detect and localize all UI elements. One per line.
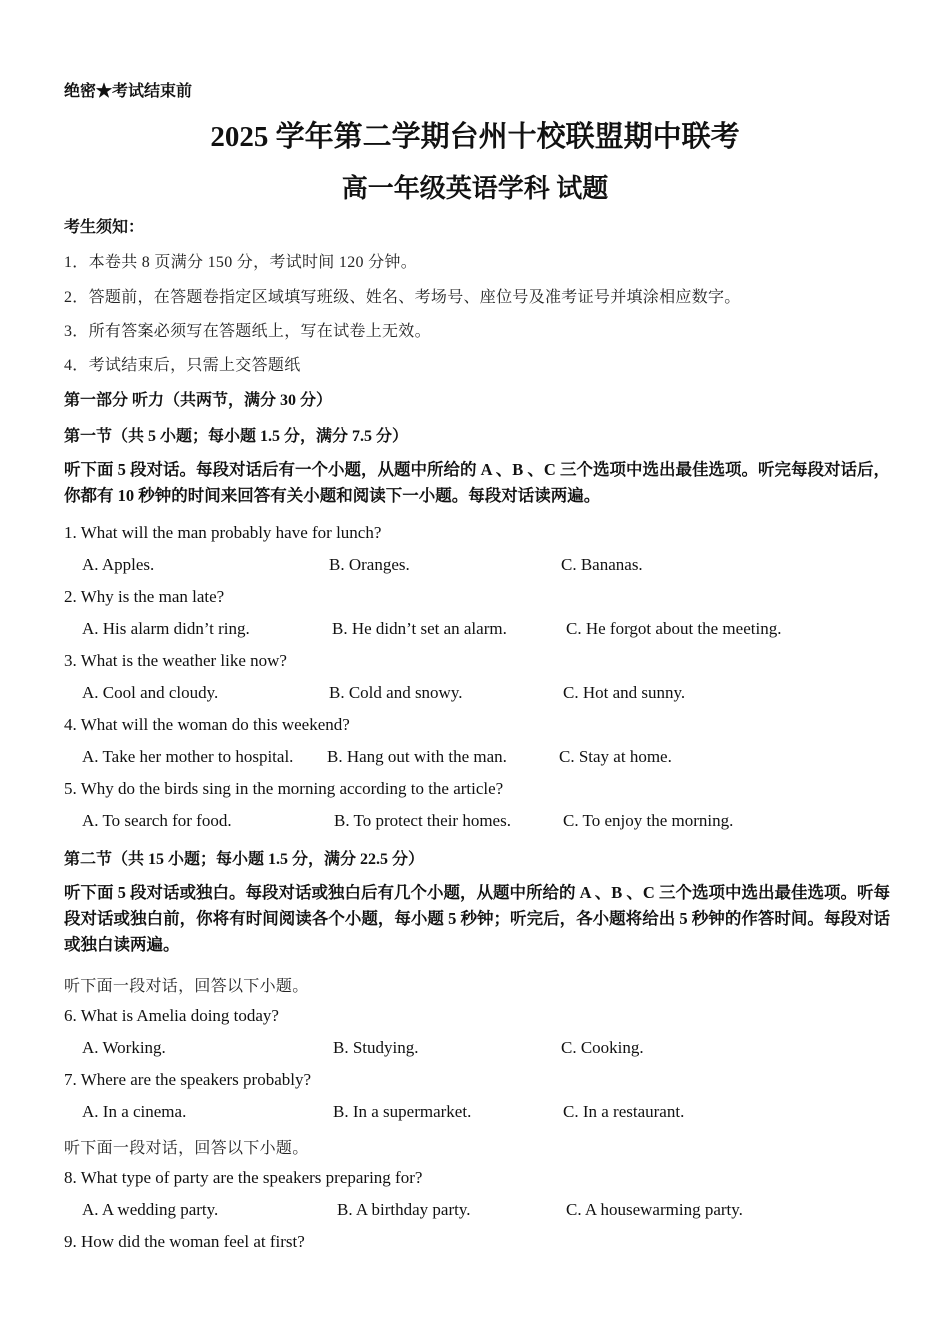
q5-option-c: C. To enjoy the morning. (563, 811, 734, 830)
q2-option-b: B. He didn’t set an alarm. (332, 619, 507, 638)
question-7: 7. Where are the speakers probably? (64, 1070, 312, 1089)
q8-option-b: B. A birthday party. (337, 1200, 471, 1219)
part1-heading: 第一部分 听力（共两节，满分 30 分） (64, 392, 333, 409)
q1-option-a: A. Apples. (82, 555, 155, 574)
notice-item-4: 4．考试结束后，只需上交答题纸 (64, 357, 301, 374)
q3-option-a: A. Cool and cloudy. (82, 683, 219, 702)
section2-instruction: 听下面 5 段对话或独白。每段对话或独白后有几个小题，从题中所给的 A 、B 、C 三个选项中选出最佳选项。听每段对话或独白前，你将有时间阅读各个小题，每小题 5 秒钟；听完后，各小题将给出 5 秒钟的作答时间。每段对话或独白读两遍。 (64, 883, 890, 954)
q8-option-a: A. A wedding party. (82, 1200, 219, 1219)
section1-heading: 第一节（共 5 小题；每小题 1.5 分，满分 7.5 分） (64, 428, 409, 445)
section2-heading: 第二节（共 15 小题；每小题 1.5 分，满分 22.5 分） (64, 851, 425, 868)
q1-option-c: C. Bananas. (561, 555, 643, 574)
q2-option-a: A. His alarm didn’t ring. (82, 619, 250, 638)
q4-option-c: C. Stay at home. (559, 747, 672, 766)
q6-option-a: A. Working. (82, 1038, 166, 1057)
question-8: 8. What type of party are the speakers preparing for? (64, 1168, 423, 1187)
notice-item-3: 3．所有答案必须写在答题纸上，写在试卷上无效。 (64, 323, 431, 340)
q7-option-a: A. In a cinema. (82, 1102, 187, 1121)
q8-option-c: C. A housewarming party. (566, 1200, 743, 1219)
question-5: 5. Why do the birds sing in the morning according to the article? (64, 779, 504, 798)
listen-prompt-2: 听下面一段对话，回答以下小题。 (64, 1140, 309, 1157)
section1-instruction: 听下面 5 段对话。每段对话后有一个小题，从题中所给的 A 、B 、C 三个选项中选出最佳选项。听完每段对话后，你都有 10 秒钟的时间来回答有关小题和阅读下一小题。每段对话读两遍。 (64, 460, 890, 505)
notice-heading: 考生须知： (64, 219, 145, 236)
q1-option-b: B. Oranges. (329, 555, 410, 574)
exam-title: 2025 学年第二学期台州十校联盟期中联考 (210, 121, 740, 153)
q7-option-c: C. In a restaurant. (563, 1102, 685, 1121)
listen-prompt-1: 听下面一段对话，回答以下小题。 (64, 978, 309, 995)
question-1: 1. What will the man probably have for lunch? (64, 523, 382, 542)
question-2: 2. Why is the man late? (64, 587, 225, 606)
confidential-label: 绝密★考试结束前 (64, 83, 193, 100)
exam-subtitle: 高一年级英语学科 试题 (341, 174, 609, 203)
q4-option-a: A. Take her mother to hospital. (82, 747, 294, 766)
q5-option-a: A. To search for food. (82, 811, 232, 830)
question-4: 4. What will the woman do this weekend? (64, 715, 350, 734)
notice-item-2: 2．答题前，在答题卷指定区域填写班级、姓名、考场号、座位号及准考证号并填涂相应数字。 (64, 289, 741, 306)
q5-option-b: B. To protect their homes. (334, 811, 511, 830)
question-3: 3. What is the weather like now? (64, 651, 287, 670)
q7-option-b: B. In a supermarket. (333, 1102, 472, 1121)
notice-item-1: 1．本卷共 8 页满分 150 分，考试时间 120 分钟。 (64, 254, 418, 271)
q2-option-c: C. He forgot about the meeting. (566, 619, 782, 638)
q6-option-c: C. Cooking. (561, 1038, 644, 1057)
q3-option-c: C. Hot and sunny. (563, 683, 686, 702)
question-6: 6. What is Amelia doing today? (64, 1006, 279, 1025)
question-9: 9. How did the woman feel at first? (64, 1232, 305, 1251)
q4-option-b: B. Hang out with the man. (327, 747, 507, 766)
q3-option-b: B. Cold and snowy. (329, 683, 463, 702)
q6-option-b: B. Studying. (333, 1038, 419, 1057)
